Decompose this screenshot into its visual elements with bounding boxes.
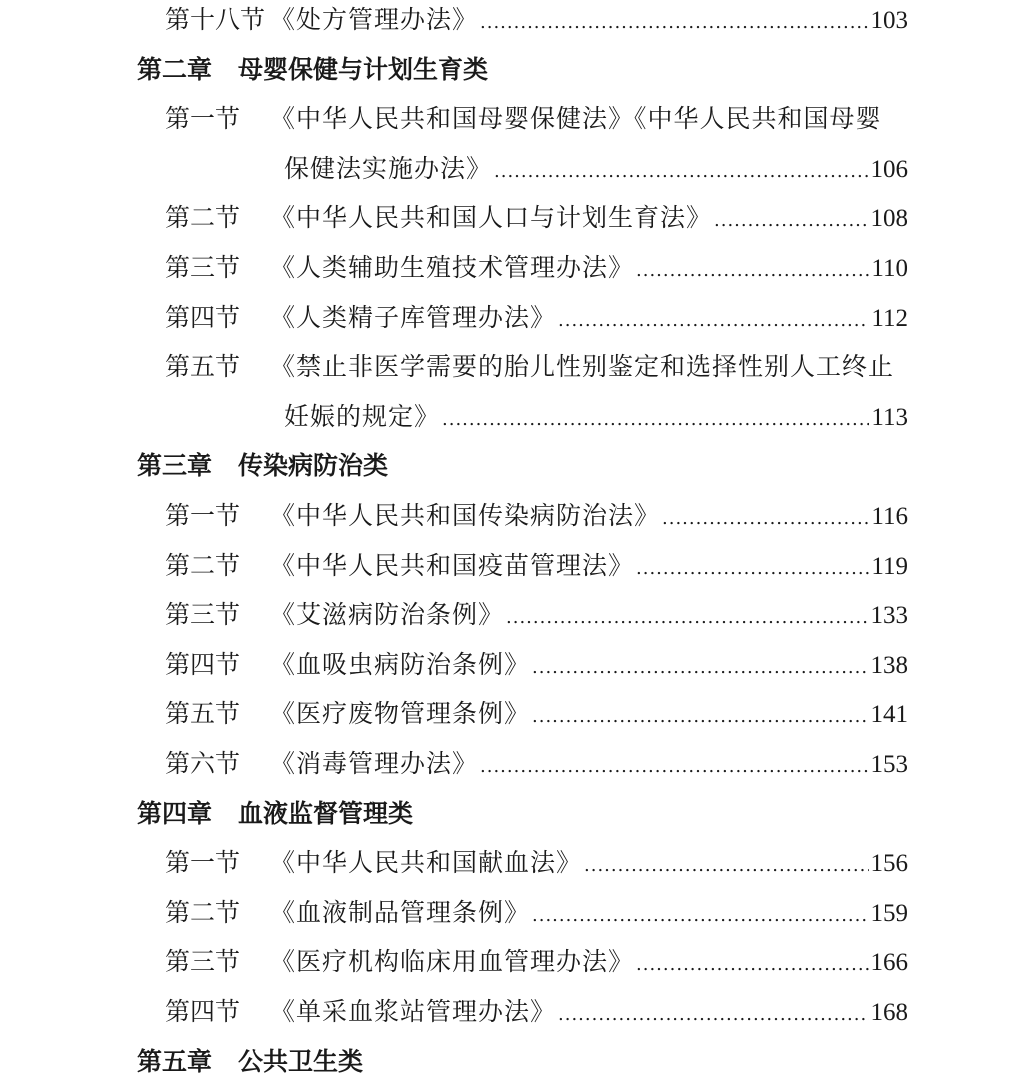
dot-leader <box>636 949 868 981</box>
toc-entry-line[interactable] <box>270 550 908 585</box>
page-number: 141 <box>870 701 908 729</box>
section-label: 第四节 <box>165 649 241 679</box>
page-number: 166 <box>870 949 908 977</box>
section-title: 《中华人民共和国疫苗管理法》 <box>270 550 635 580</box>
section-label: 第四节 <box>165 302 241 332</box>
toc-entry-line[interactable] <box>270 649 908 684</box>
page-number: 159 <box>870 899 908 927</box>
section-title: 《血液制品管理条例》 <box>270 897 531 927</box>
page-number: 156 <box>870 850 908 878</box>
toc-entry-line[interactable] <box>270 202 908 237</box>
page-number: 133 <box>870 602 908 630</box>
dot-leader <box>558 305 869 337</box>
section-title: 《处方管理办法》 <box>270 5 479 34</box>
dot-leader <box>714 205 868 237</box>
section-label: 第一节 <box>165 848 241 878</box>
toc-entry-line[interactable] <box>270 847 908 882</box>
section-label: 第五节 <box>165 699 241 729</box>
toc-entry-line[interactable] <box>270 4 908 39</box>
page-number: 108 <box>870 205 908 233</box>
page-number: 103 <box>870 7 908 34</box>
chapter-heading <box>137 798 413 830</box>
chapter-label: 第四章 <box>137 798 213 828</box>
toc-entry-line[interactable] <box>270 252 908 287</box>
section-title: 保健法实施办法》 <box>284 153 493 183</box>
section-title: 《人类辅助生殖技术管理办法》 <box>270 253 635 282</box>
section-label: 第二节 <box>165 550 241 580</box>
chapter-title: 公共卫生类 <box>238 1046 364 1076</box>
dot-leader <box>558 999 868 1031</box>
section-title: 《人类精子库管理办法》 <box>270 302 557 332</box>
section-label: 第五节 <box>165 352 241 382</box>
chapter-title: 血液监督管理类 <box>238 798 414 828</box>
page-number: 119 <box>871 552 908 580</box>
chapter-heading <box>137 1046 363 1078</box>
dot-leader <box>662 503 869 535</box>
section-title: 《医疗机构临床用血管理办法》 <box>270 947 635 977</box>
section-label: 第六节 <box>165 749 241 778</box>
dot-leader <box>480 7 868 39</box>
page-number: 153 <box>870 751 908 778</box>
toc-entry-line[interactable] <box>270 748 908 783</box>
section-title: 《中华人民共和国人口与计划生育法》 <box>270 203 713 233</box>
section-title: 《禁止非医学需要的胎儿性别鉴定和选择性别人工终止 <box>270 352 895 382</box>
toc-entry-line[interactable] <box>270 302 908 337</box>
page-number: 112 <box>871 304 908 332</box>
dot-leader <box>506 602 868 634</box>
chapter-title: 母婴保健与计划生育类 <box>238 54 489 84</box>
page-number: 116 <box>871 503 908 530</box>
section-title: 《医疗废物管理条例》 <box>270 699 531 729</box>
dot-leader <box>532 900 868 932</box>
chapter-heading <box>137 450 388 482</box>
toc-entry-line[interactable] <box>270 500 908 535</box>
toc-entry-line[interactable] <box>270 897 908 932</box>
section-label: 第三节 <box>165 947 241 977</box>
section-label: 第四节 <box>165 997 241 1026</box>
dot-leader <box>532 652 868 684</box>
toc-entry-line[interactable] <box>284 401 908 436</box>
toc-entry-line[interactable] <box>270 946 908 981</box>
page-number: 168 <box>870 999 908 1026</box>
dot-leader <box>442 404 869 436</box>
dot-leader <box>636 553 869 585</box>
section-title: 《消毒管理办法》 <box>270 749 479 778</box>
chapter-label: 第三章 <box>137 451 213 481</box>
dot-leader <box>494 156 868 188</box>
chapter-title: 传染病防治类 <box>238 451 389 481</box>
section-title: 妊娠的规定》 <box>284 401 441 431</box>
section-label: 第二节 <box>165 203 241 233</box>
toc-entry-line[interactable] <box>270 996 908 1031</box>
chapter-label: 第二章 <box>137 54 213 84</box>
page-number: 110 <box>871 255 908 282</box>
section-label: 第一节 <box>165 501 241 530</box>
section-title: 《艾滋病防治条例》 <box>270 600 505 630</box>
toc-entry-line[interactable] <box>270 351 900 383</box>
chapter-heading <box>137 54 488 86</box>
page-number: 106 <box>870 155 908 183</box>
section-label: 第二节 <box>165 897 241 927</box>
section-title: 《单采血浆站管理办法》 <box>270 997 557 1026</box>
toc-entry-line[interactable] <box>270 599 908 634</box>
section-label: 第一节 <box>165 104 241 134</box>
dot-leader <box>532 701 868 733</box>
toc-entry-line[interactable] <box>284 153 908 188</box>
toc-entry-line[interactable] <box>270 698 908 733</box>
section-title: 《中华人民共和国传染病防治法》 <box>270 501 661 530</box>
toc-entry-line[interactable] <box>270 103 900 135</box>
page-number: 113 <box>871 403 908 431</box>
chapter-label: 第五章 <box>137 1046 213 1076</box>
section-label: 第十八节 <box>165 5 266 34</box>
dot-leader <box>636 255 869 287</box>
section-label: 第三节 <box>165 600 241 630</box>
section-title: 《血吸虫病防治条例》 <box>270 649 531 679</box>
dot-leader <box>584 850 868 882</box>
page-number: 138 <box>870 651 908 679</box>
dot-leader <box>480 751 868 783</box>
section-title: 《中华人民共和国献血法》 <box>270 848 583 878</box>
section-title: 《中华人民共和国母婴保健法》《中华人民共和国母婴 <box>270 104 882 134</box>
section-label: 第三节 <box>165 253 241 282</box>
